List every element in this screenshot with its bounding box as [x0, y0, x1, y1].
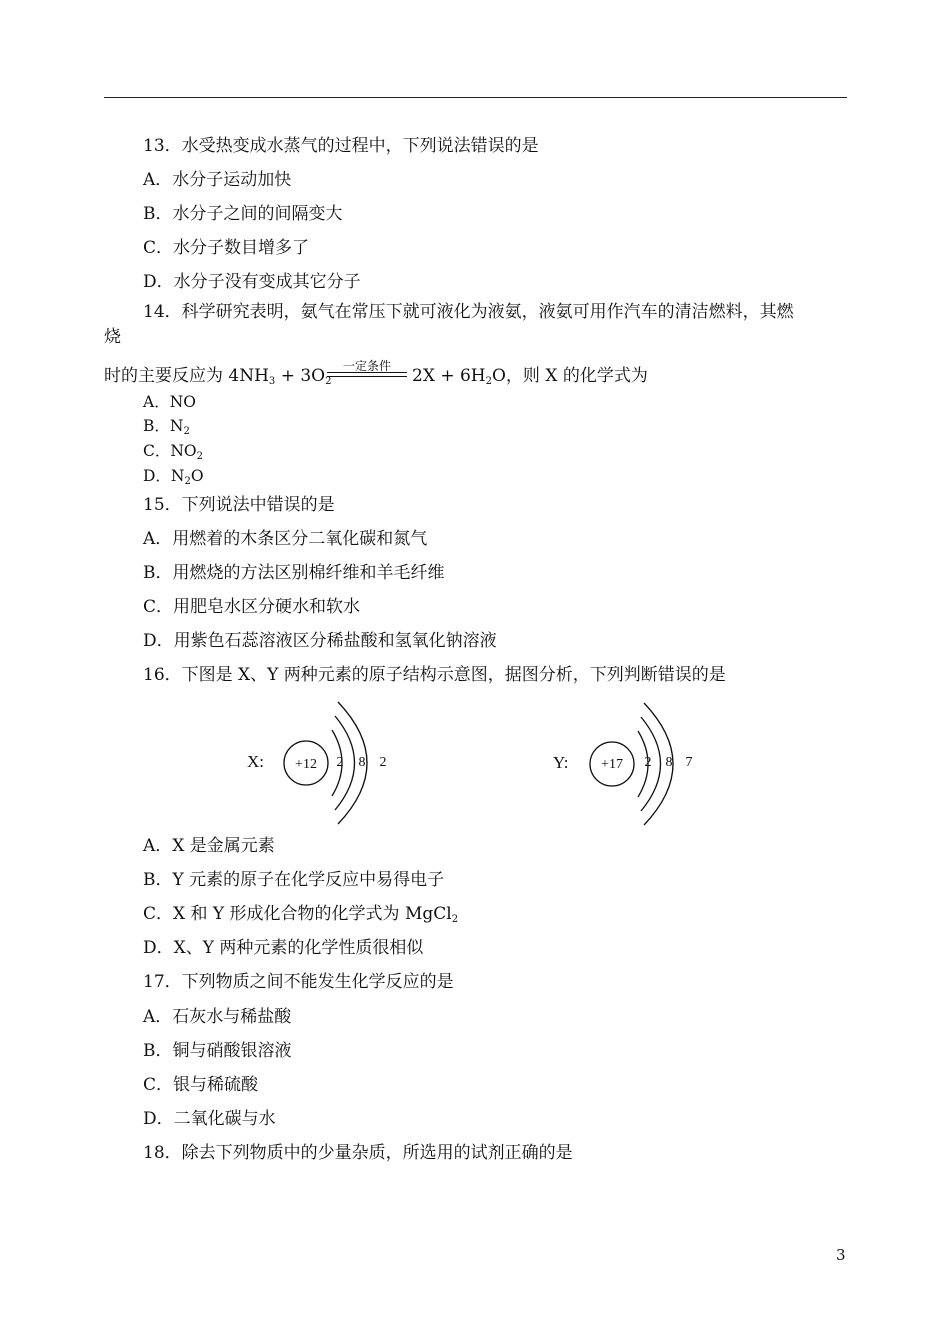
q16-stem: 16．下图是 X、Y 两种元素的原子结构示意图，据图分析，下列判断错误的是 [143, 665, 726, 685]
q16-option-d: D．X、Y 两种元素的化学性质很相似 [143, 938, 424, 958]
q13-option-d: D．水分子没有变成其它分子 [143, 272, 361, 292]
q17-stem: 17．下列物质之间不能发生化学反应的是 [143, 972, 454, 992]
q16-option-a: A．X 是金属元素 [143, 836, 275, 856]
q14-stem-line1: 14．科学研究表明，氨气在常压下就可液化为液氨，液氨可用作汽车的清洁燃料，其燃 [143, 302, 794, 322]
atom-x-label: X: [247, 752, 264, 771]
q14-equation-left: 时的主要反应为 $4NH_3 + 3O_2$ [104, 366, 332, 387]
q14-equation-arrow-bottom [327, 376, 407, 377]
q15-stem: 15．下列说法中错误的是 [143, 495, 335, 515]
q14-option-d: D．$N_2O$ [143, 467, 204, 487]
atom-x-shell-3-electrons: 2 [379, 755, 387, 770]
atom-x-diagram [280, 700, 400, 830]
atom-x-shell-2-electrons: 8 [358, 755, 366, 770]
q15-option-a: A．用燃着的木条区分二氧化碳和氮气 [143, 529, 428, 549]
q16-option-b: B．Y 元素的原子在化学反应中易得电子 [143, 870, 445, 890]
q14-option-c: C．$NO_2$ [143, 442, 204, 462]
q13-stem: 13．水受热变成水蒸气的过程中，下列说法错误的是 [143, 136, 539, 156]
atom-y-shell-1-electrons: 2 [644, 755, 652, 770]
atom-y-nucleus-charge: +17 [601, 757, 623, 772]
atom-y-diagram [587, 700, 707, 830]
q14-option-b: B．$N_2$ [143, 417, 190, 437]
atom-y-shell-2-electrons: 8 [665, 755, 673, 770]
atom-x-shell-1-electrons: 2 [336, 755, 344, 770]
q14-equation-arrow-top [327, 372, 407, 373]
q17-option-b: B．铜与硝酸银溶液 [143, 1041, 292, 1061]
q14-stem-line2: 烧 [104, 327, 121, 347]
header-rule [104, 97, 847, 98]
atom-x-nucleus-charge: +12 [295, 757, 317, 772]
q14-reaction-condition: 一定条件 [342, 359, 391, 373]
page-number: 3 [836, 1246, 846, 1264]
q13-option-c: C．水分子数目增多了 [143, 238, 310, 258]
q18-stem: 18．除去下列物质中的少量杂质，所选用的试剂正确的是 [143, 1143, 573, 1163]
q15-option-d: D．用紫色石蕊溶液区分稀盐酸和氢氧化钠溶液 [143, 631, 497, 651]
atom-y-shell-3-electrons: 7 [685, 755, 693, 770]
q13-option-a: A．水分子运动加快 [143, 170, 292, 190]
q17-option-a: A．石灰水与稀盐酸 [143, 1007, 292, 1027]
q14-equation-right: $2X + 6H_2O$，则 X 的化学式为 [412, 366, 648, 387]
q17-option-d: D．二氧化碳与水 [143, 1109, 276, 1129]
atom-y-label: Y: [553, 753, 569, 772]
q13-option-b: B．水分子之间的间隔变大 [143, 204, 343, 224]
q14-option-a: A．NO [143, 393, 196, 411]
q16-option-c: C．X 和 Y 形成化合物的化学式为 MgCl$_2$ [143, 904, 459, 925]
q15-option-c: C．用肥皂水区分硬水和软水 [143, 597, 361, 617]
q15-option-b: B．用燃烧的方法区别棉纤维和羊毛纤维 [143, 563, 445, 583]
q17-option-c: C．银与稀硫酸 [143, 1075, 259, 1095]
